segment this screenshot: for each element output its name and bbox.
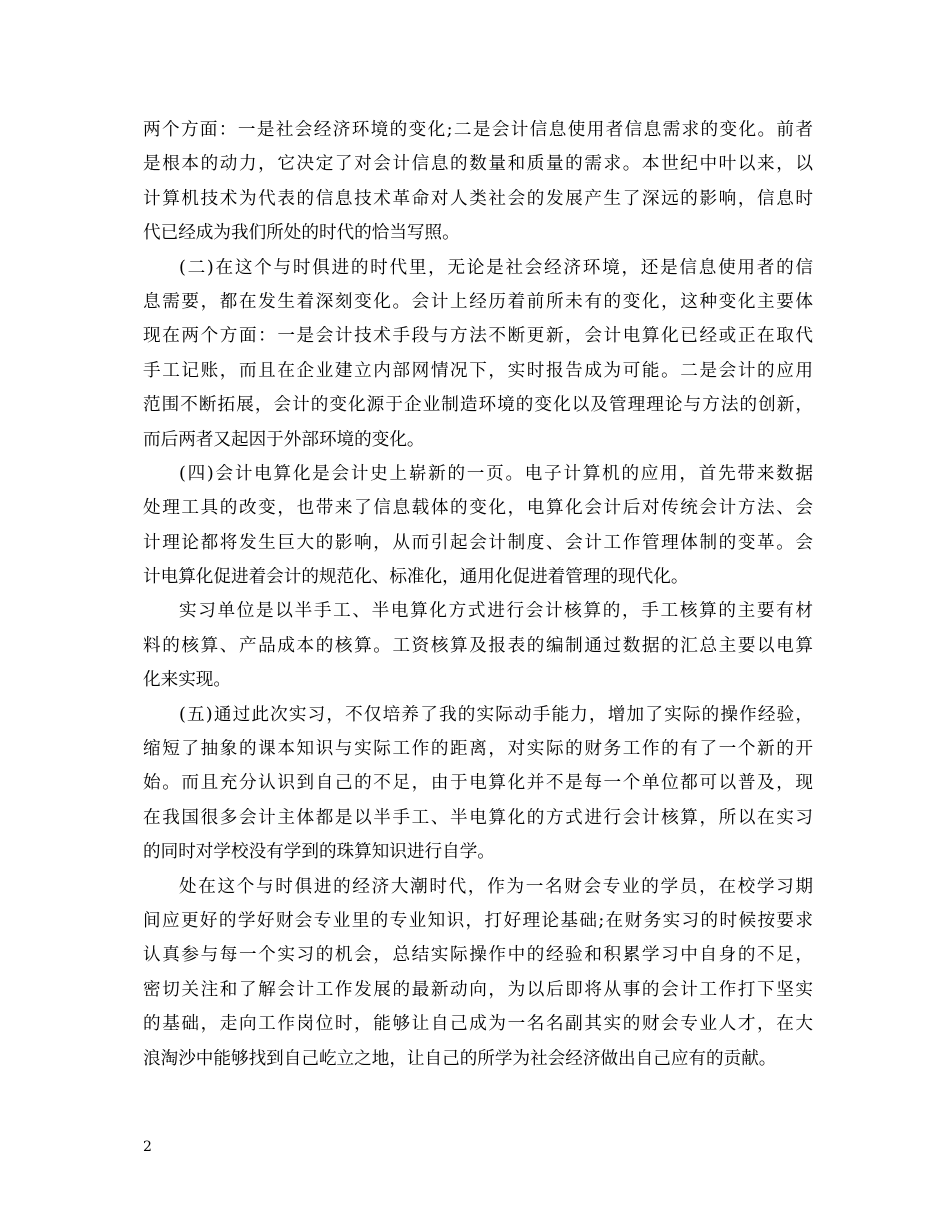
text-line: 料的核算、产品成本的核算。工资核算及报表的编制通过数据的汇总主要以电算 xyxy=(143,635,813,656)
text-line: 计算机技术为代表的信息技术革命对人类社会的发展产生了深远的影响，信息时 xyxy=(143,188,813,209)
paragraph-first-line: 处在这个与时俱进的经济大潮时代，作为一名财会专业的学员，在校学习期 xyxy=(179,876,813,897)
paragraph-first-line: (四)会计电算化是会计史上崭新的一页。电子计算机的应用，首先带来数据 xyxy=(179,463,813,484)
text-line: 始。而且充分认识到自己的不足，由于电算化并不是每一个单位都可以普及，现 xyxy=(143,773,813,794)
paragraph-first-line: (二)在这个与时俱进的时代里，无论是社会经济环境，还是信息使用者的信 xyxy=(179,257,813,278)
text-line: 而后两者又起因于外部环境的变化。 xyxy=(143,429,425,450)
text-line: 现在两个方面：一是会计技术手段与方法不断更新，会计电算化已经或正在取代 xyxy=(143,326,813,347)
body-text xyxy=(143,113,813,1076)
text-line: 息需要，都在发生着深刻变化。会计上经历着前所未有的变化，这种变化主要体 xyxy=(143,291,813,312)
text-line: 认真参与每一个实习的机会，总结实际操作中的经验和积累学习中自身的不足， xyxy=(143,945,813,966)
text-line: 范围不断拓展，会计的变化源于企业制造环境的变化以及管理理论与方法的创新， xyxy=(143,395,813,416)
text-line: 的同时对学校没有学到的珠算知识进行自学。 xyxy=(143,842,495,863)
paragraph-first-line: 实习单位是以半手工、半电算化方式进行会计核算的，手工核算的主要有材 xyxy=(179,601,813,622)
text-line: 代已经成为我们所处的时代的恰当写照。 xyxy=(143,223,460,244)
text-line: 缩短了抽象的课本知识与实际工作的距离，对实际的财务工作的有了一个新的开 xyxy=(143,739,813,760)
text-line: 在我国很多会计主体都是以半手工、半电算化的方式进行会计核算，所以在实习 xyxy=(143,807,813,828)
page-number: 2 xyxy=(143,1139,152,1155)
text-line: 的基础，走向工作岗位时，能够让自己成为一名名副其实的财会专业人才，在大 xyxy=(143,1014,813,1035)
text-line: 计理论都将发生巨大的影响，从而引起会计制度、会计工作管理体制的变革。会 xyxy=(143,532,813,553)
text-line: 两个方面：一是社会经济环境的变化;二是会计信息使用者信息需求的变化。前者 xyxy=(143,120,813,140)
text-line: 计电算化促进着会计的规范化、标准化，通用化促进着管理的现代化。 xyxy=(143,567,689,588)
text-line: 间应更好的学好财会专业里的专业知识，打好理论基础;在财务实习的时候按要求 xyxy=(143,910,813,931)
text-line: 手工记账，而且在企业建立内部网情况下，实时报告成为可能。二是会计的应用 xyxy=(143,360,813,381)
text-line: 化来实现。 xyxy=(143,670,231,691)
text-line: 处理工具的改变，也带来了信息载体的变化，电算化会计后对传统会计方法、会 xyxy=(143,498,813,519)
text-line: 浪淘沙中能够找到自己屹立之地，让自己的所学为社会经济做出自己应有的贡献。 xyxy=(143,1048,777,1069)
text-line: 密切关注和了解会计工作发展的最新动向，为以后即将从事的会计工作打下坚实 xyxy=(143,979,813,1000)
paragraph-first-line: (五)通过此次实习，不仅培养了我的实际动手能力，增加了实际的操作经验， xyxy=(179,704,813,725)
text-line: 是根本的动力，它决定了对会计信息的数量和质量的需求。本世纪中叶以来，以 xyxy=(143,154,813,175)
